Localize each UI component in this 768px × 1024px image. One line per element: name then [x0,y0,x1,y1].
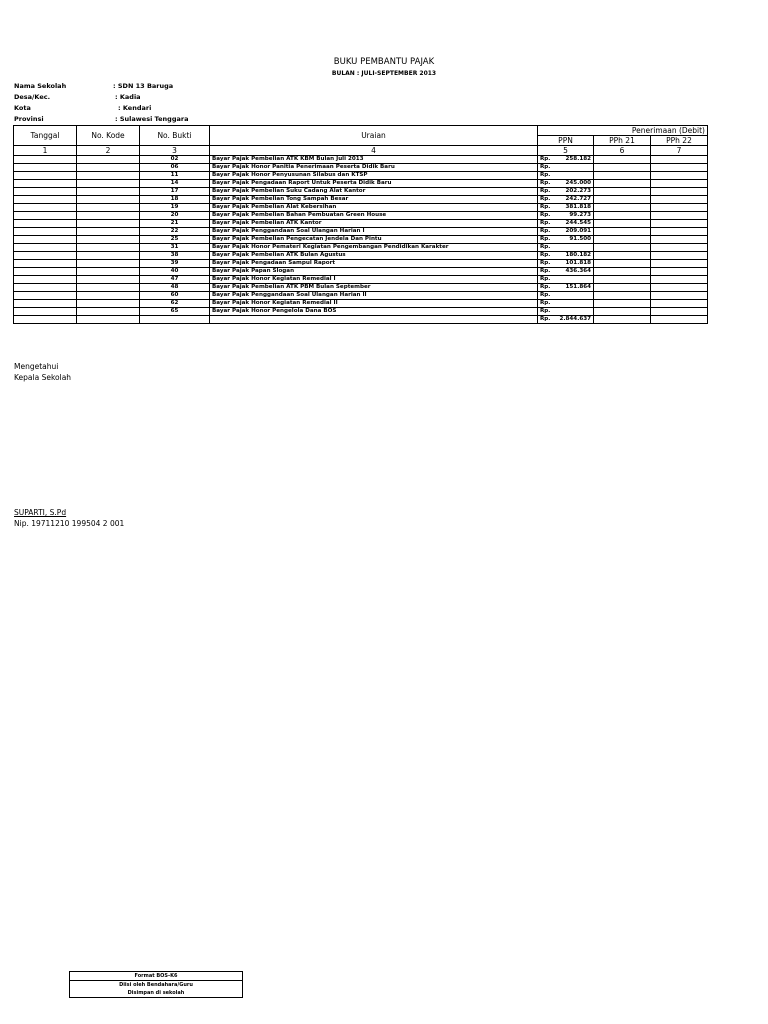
table-row [14,252,708,260]
table-row [14,172,708,180]
ppn-value: 242.727 [565,196,591,202]
ppn-value: 245.000 [565,180,591,186]
cell-empty [210,316,538,324]
cell-ppn [538,236,594,244]
cell-pph21 [594,300,651,308]
ppn-value: 436.364 [565,268,591,274]
cell-pph22 [651,252,708,260]
amount [540,172,591,179]
cell-no-kode [77,252,140,260]
cell-no-bukti: 11 [140,172,210,180]
amount [540,220,591,227]
cell-ppn [538,228,594,236]
page-title: BUKU PEMBANTU PAJAK [333,57,435,67]
cell-no-kode [77,236,140,244]
cell-no-bukti: 62 [140,300,210,308]
cell-pph21 [594,236,651,244]
cell-uraian: Bayar Pajak Penggandaan Soal Ulangan Harian II [210,292,538,300]
cell-tanggal [14,220,77,228]
cell-uraian: Bayar Pajak Pembelian Bahan Pembuatan Green House [210,212,538,220]
cell-pph21 [594,188,651,196]
cell-ppn [538,260,594,268]
cell-no-bukti: 19 [140,204,210,212]
meta-value: : SDN 13 Baruga [113,82,174,90]
currency-label: Rp. [540,204,551,210]
cell-uraian: Bayar Pajak Honor Kegiatan Remedial I [210,276,538,284]
currency-label: Rp. [540,292,551,298]
cell-uraian: Bayar Pajak Pembelian ATK KBM Bulan Juli 2013 [210,156,538,164]
amount [540,300,591,307]
currency-label: Rp. [540,172,551,178]
currency-label: Rp. [540,220,551,226]
ppn-value: 99.273 [569,212,591,218]
cell-no-bukti: 48 [140,284,210,292]
cell-ppn [538,188,594,196]
ppn-value: 151.864 [565,284,591,290]
cell-uraian: Bayar Pajak Papan Slogan [210,268,538,276]
cell-no-kode [77,292,140,300]
cell-no-bukti: 17 [140,188,210,196]
cell-no-kode [77,244,140,252]
cell-no-bukti: 47 [140,276,210,284]
cell-pph21 [594,276,651,284]
amount [540,164,591,171]
cell-tanggal [14,260,77,268]
column-index: 3 [140,146,210,156]
format-filled-by: Diisi oleh Bendahara/Guru [70,981,243,990]
header-no-kode: No. Kode [77,126,140,146]
cell-uraian: Bayar Pajak Pembelian ATK Bulan Agustus [210,252,538,260]
cell-no-bukti: 39 [140,260,210,268]
cell-uraian: Bayar Pajak Honor Panitia Penerimaan Peserta Didik Baru [210,164,538,172]
table-row [14,188,708,196]
cell-pph21 [594,244,651,252]
table-row [14,236,708,244]
amount [540,308,591,315]
signatory-name: SUPARTI, S.Pd [14,508,67,517]
cell-uraian: Bayar Pajak Pembelian Suku Cadang Alat Kantor [210,188,538,196]
cell-tanggal [14,284,77,292]
currency-label: Rp. [540,196,551,202]
cell-pph21 [594,180,651,188]
cell-no-kode [77,276,140,284]
table-row [14,308,708,316]
ppn-value: 258.182 [565,156,591,162]
cell-no-kode [77,164,140,172]
column-index: 1 [14,146,77,156]
currency-label: Rp. [540,308,551,314]
cell-pph22 [651,172,708,180]
cell-tanggal [14,212,77,220]
cell-pph21 [594,156,651,164]
meta-value: : Kendari [118,104,152,112]
cell-pph22 [651,180,708,188]
cell-pph21 [594,268,651,276]
table-row [14,260,708,268]
cell-no-bukti: 18 [140,196,210,204]
cell-ppn [538,172,594,180]
table-row [14,292,708,300]
cell-uraian: Bayar Pajak Pengadaan Raport Untuk Peserta Didik Baru [210,180,538,188]
cell-pph22 [651,164,708,172]
cell-pph22 [651,244,708,252]
ppn-value: 91.500 [569,236,591,242]
column-index: 5 [538,146,594,156]
cell-tanggal [14,196,77,204]
cell-pph21 [594,252,651,260]
cell-ppn [538,204,594,212]
cell-ppn [538,276,594,284]
tax-ledger-table [13,125,708,324]
cell-pph21 [594,292,651,300]
cell-ppn [538,252,594,260]
cell-tanggal [14,276,77,284]
table-row [14,228,708,236]
cell-no-bukti: 60 [140,292,210,300]
header-pph22: PPh 22 [651,136,708,146]
amount [540,188,591,195]
cell-ppn [538,180,594,188]
cell-uraian: Bayar Pajak Pembelian Pengecatan Jendela Dan Pintu [210,236,538,244]
cell-ppn [538,300,594,308]
ledger-body [14,156,708,324]
table-row [14,156,708,164]
cell-ppn [538,196,594,204]
cell-no-bukti: 31 [140,244,210,252]
cell-pph21 [594,212,651,220]
currency-label: Rp. [540,284,551,290]
amount [540,244,591,251]
cell-no-kode [77,268,140,276]
format-stored-at: Disimpan di sekolah [70,989,243,998]
cell-ppn [538,220,594,228]
column-index: 2 [77,146,140,156]
cell-no-kode [77,204,140,212]
cell-empty [14,316,77,324]
currency-label: Rp. [540,188,551,194]
table-row [14,244,708,252]
cell-uraian: Bayar Pajak Honor Kegiatan Remedial II [210,300,538,308]
cell-no-kode [77,300,140,308]
cell-no-bukti: 02 [140,156,210,164]
header-no-bukti: No. Bukti [140,126,210,146]
currency-label: Rp. [540,316,551,322]
amount [540,204,591,211]
currency-label: Rp. [540,300,551,306]
column-index: 6 [594,146,651,156]
cell-no-kode [77,228,140,236]
currency-label: Rp. [540,164,551,170]
table-row [14,276,708,284]
ppn-value: 381.818 [565,204,591,210]
cell-uraian: Bayar Pajak Honor Pengelola Dana BOS [210,308,538,316]
cell-pph22 [651,204,708,212]
cell-tanggal [14,244,77,252]
cell-pph21 [594,220,651,228]
cell-empty [594,316,651,324]
meta-label: Provinsi [14,115,44,123]
cell-tanggal [14,228,77,236]
currency-label: Rp. [540,228,551,234]
cell-tanggal [14,156,77,164]
mengetahui-label: Mengetahui [14,362,59,371]
cell-no-kode [77,180,140,188]
amount [540,284,591,291]
cell-no-bukti: 25 [140,236,210,244]
cell-tanggal [14,300,77,308]
cell-ppn [538,284,594,292]
cell-no-bukti: 14 [140,180,210,188]
column-index: 4 [210,146,538,156]
cell-uraian: Bayar Pajak Penggandaan Soal Ulangan Harian I [210,228,538,236]
total-row [14,316,708,324]
amount [540,236,591,243]
cell-no-kode [77,260,140,268]
cell-no-bukti: 65 [140,308,210,316]
amount [540,212,591,219]
cell-no-kode [77,172,140,180]
header-uraian: Uraian [210,126,538,146]
cell-tanggal [14,204,77,212]
cell-no-kode [77,308,140,316]
cell-tanggal [14,172,77,180]
cell-pph21 [594,308,651,316]
amount [540,268,591,275]
column-index: 7 [651,146,708,156]
cell-uraian: Bayar Pajak Honor Penyusunan Silabus dan KTSP [210,172,538,180]
cell-pph22 [651,228,708,236]
cell-pph22 [651,156,708,164]
table-row [14,300,708,308]
cell-no-bukti: 22 [140,228,210,236]
cell-pph21 [594,172,651,180]
amount [540,292,591,299]
ppn-value: 244.545 [565,220,591,226]
cell-pph22 [651,212,708,220]
cell-pph22 [651,260,708,268]
cell-pph22 [651,284,708,292]
meta-value: : Sulawesi Tenggara [115,115,189,123]
ppn-value: 209.091 [565,228,591,234]
cell-pph22 [651,236,708,244]
header-tanggal: Tanggal [14,126,77,146]
cell-pph22 [651,220,708,228]
cell-ppn [538,156,594,164]
cell-ppn [538,292,594,300]
cell-pph21 [594,196,651,204]
cell-tanggal [14,292,77,300]
cell-pph22 [651,292,708,300]
cell-uraian: Bayar Pajak Pembelian Tong Sampah Besar [210,196,538,204]
cell-tanggal [14,236,77,244]
cell-tanggal [14,188,77,196]
cell-tanggal [14,252,77,260]
cell-ppn [538,212,594,220]
currency-label: Rp. [540,268,551,274]
ppn-value: 101.818 [565,260,591,266]
header-ppn: PPN [538,136,594,146]
cell-uraian: Bayar Pajak Pembelian ATK Kantor [210,220,538,228]
table-row [14,284,708,292]
cell-no-bukti: 40 [140,268,210,276]
cell-pph21 [594,284,651,292]
cell-no-kode [77,212,140,220]
cell-no-kode [77,284,140,292]
cell-no-bukti: 20 [140,212,210,220]
cell-ppn [538,268,594,276]
cell-tanggal [14,268,77,276]
cell-tanggal [14,308,77,316]
cell-pph22 [651,268,708,276]
table-row [14,196,708,204]
cell-uraian: Bayar Pajak Pembelian Alat Kebersihan [210,204,538,212]
currency-label: Rp. [540,212,551,218]
amount [540,196,591,203]
signatory-nip: Nip. 19711210 199504 2 001 [14,519,125,528]
table-row [14,204,708,212]
meta-label: Kota [14,104,31,112]
table-row [14,220,708,228]
cell-empty [140,316,210,324]
cell-no-bukti: 21 [140,220,210,228]
table-row [14,212,708,220]
format-code: Format BOS-K6 [70,972,243,981]
table-row [14,164,708,172]
cell-pph21 [594,164,651,172]
cell-no-kode [77,156,140,164]
page-subtitle: BULAN : JULI-SEPTEMBER 2013 [331,70,437,77]
cell-no-kode [77,196,140,204]
cell-no-bukti: 38 [140,252,210,260]
cell-tanggal [14,180,77,188]
currency-label: Rp. [540,252,551,258]
currency-label: Rp. [540,156,551,162]
header-pph21: PPh 21 [594,136,651,146]
cell-empty [77,316,140,324]
cell-no-kode [77,188,140,196]
table-row [14,268,708,276]
currency-label: Rp. [540,236,551,242]
total-value: 2.844.637 [559,316,591,322]
amount [540,180,591,187]
amount [540,228,591,235]
cell-pph22 [651,196,708,204]
ppn-value: 180.182 [565,252,591,258]
amount [540,156,591,163]
cell-ppn [538,308,594,316]
meta-label: Nama Sekolah [14,82,67,90]
cell-uraian: Bayar Pajak Pembelian ATK PBM Bulan September [210,284,538,292]
currency-label: Rp. [540,244,551,250]
cell-pph21 [594,260,651,268]
ppn-value: 202.273 [565,188,591,194]
table-row [14,180,708,188]
amount [540,276,591,283]
cell-ppn [538,244,594,252]
kepala-sekolah-label: Kepala Sekolah [14,373,72,382]
currency-label: Rp. [540,180,551,186]
cell-pph21 [594,204,651,212]
cell-empty [651,316,708,324]
format-box [69,971,243,998]
currency-label: Rp. [540,260,551,266]
cell-no-kode [77,220,140,228]
amount [540,316,591,323]
cell-pph22 [651,276,708,284]
cell-pph22 [651,188,708,196]
cell-pph22 [651,308,708,316]
header-penerimaan: Penerimaan (Debit) [538,126,708,136]
meta-value: : Kadia [115,93,141,101]
amount [540,260,591,267]
cell-no-bukti: 06 [140,164,210,172]
cell-pph22 [651,300,708,308]
amount [540,252,591,259]
cell-uraian: Bayar Pajak Pengadaan Sampul Raport [210,260,538,268]
meta-label: Desa/Kec. [14,93,51,101]
cell-total-ppn [538,316,594,324]
column-index-row [14,146,708,156]
currency-label: Rp. [540,276,551,282]
cell-tanggal [14,164,77,172]
cell-ppn [538,164,594,172]
cell-pph21 [594,228,651,236]
cell-uraian: Bayar Pajak Honor Pemateri Kegiatan Pengembangan Pendidikan Karakter [210,244,538,252]
